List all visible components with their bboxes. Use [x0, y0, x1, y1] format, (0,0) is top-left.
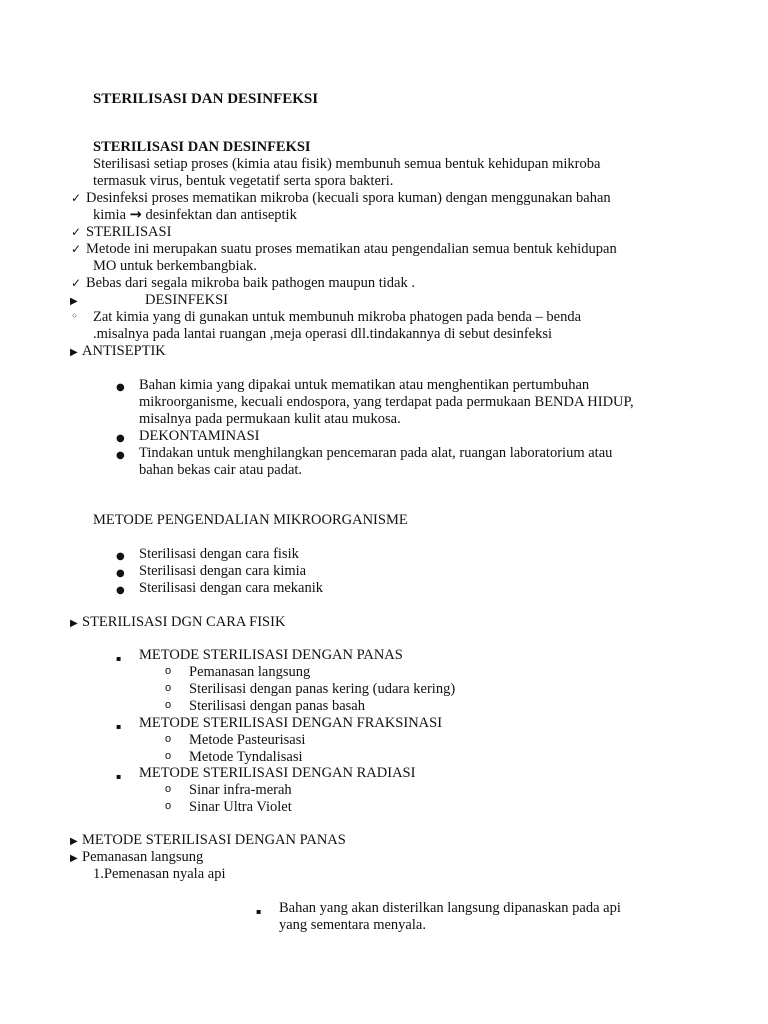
bebas-line: Bebas dari segala mikroba baik pathogen maupun tidak . — [86, 275, 415, 291]
desinfeksi-kimia: kimia — [93, 207, 127, 223]
circle-bullet-icon: o — [165, 665, 172, 677]
panas-item-1: Pemanasan langsung — [189, 664, 311, 680]
panas-item-3: Sterilisasi dengan panas basah — [189, 698, 365, 714]
radiasi-item-2: Sinar Ultra Violet — [189, 799, 292, 815]
bullet-icon: ● — [116, 450, 125, 461]
square-bullet-icon: ▪ — [116, 772, 122, 781]
fraksinasi-item-1: Metode Pasteurisasi — [189, 732, 306, 748]
page-title: STERILISASI DAN DESINFEKSI — [93, 91, 319, 107]
check-icon: ✓ — [71, 225, 82, 239]
arrow-right-icon: → — [129, 207, 142, 223]
circle-bullet-icon: o — [165, 682, 172, 694]
triangle-right-icon: ▶ — [70, 853, 78, 864]
section-heading: STERILISASI DAN DESINFEKSI — [93, 139, 311, 155]
triangle-right-icon: ▶ — [70, 296, 78, 307]
panas-item-2: Sterilisasi dengan panas kering (udara kering) — [189, 681, 456, 697]
check-icon: ✓ — [71, 242, 82, 256]
zat-line-2: .misalnya pada lantai ruangan ,meja operasi dll.tindakannya di sebut desinfeksi — [93, 326, 553, 342]
dekontaminasi-label: DEKONTAMINASI — [139, 428, 260, 444]
metode-pengendalian-heading: METODE PENGENDALIAN MIKROORGANISME — [93, 512, 408, 528]
check-icon: ✓ — [71, 276, 82, 290]
nyala-api: 1.Pemenasan nyala api — [93, 866, 226, 882]
tindakan-line-2: bahan bekas cair atau padat. — [139, 462, 303, 478]
bahan-api-line-2: yang sementara menyala. — [279, 917, 426, 933]
circle-bullet-icon: o — [165, 750, 172, 762]
zat-line-1: Zat kimia yang di gunakan untuk membunuh mikroba phatogen pada benda – benda — [93, 309, 582, 325]
sterilisasi-label: STERILISASI — [86, 224, 172, 240]
bullet-icon: ● — [116, 382, 125, 393]
bullet-icon: ● — [116, 551, 125, 562]
metode-item-kimia: Sterilisasi dengan cara kimia — [139, 563, 307, 579]
group-radiasi: METODE STERILISASI DENGAN RADIASI — [139, 765, 416, 781]
square-bullet-icon: ▪ — [116, 654, 122, 663]
small-circle-icon: ◦ — [71, 309, 79, 323]
metode-item-fisik: Sterilisasi dengan cara fisik — [139, 546, 299, 562]
pemanasan-heading: Pemanasan langsung — [82, 849, 204, 865]
check-icon: ✓ — [71, 191, 82, 205]
bahan-line-2: mikroorganisme, kecuali endospora, yang terdapat pada permukaan BENDA HIDUP, — [139, 394, 634, 410]
bahan-line-1: Bahan kimia yang dipakai untuk mematikan atau menghentikan pertumbuhan — [139, 377, 590, 393]
metode-item-mekanik: Sterilisasi dengan cara mekanik — [139, 580, 324, 596]
desinfeksi-definition-1: Desinfeksi proses mematikan mikroba (kecuali spora kuman) dengan menggunakan bahan — [86, 190, 611, 206]
tindakan-line-1: Tindakan untuk menghilangkan pencemaran pada alat, ruangan laboratorium atau — [139, 445, 613, 461]
bullet-icon: ● — [116, 568, 125, 579]
intro-line-1: Sterilisasi setiap proses (kimia atau fisik) membunuh semua bentuk kehidupan mikroba — [93, 156, 601, 172]
fraksinasi-item-2: Metode Tyndalisasi — [189, 749, 303, 765]
group-fraksinasi: METODE STERILISASI DENGAN FRAKSINASI — [139, 715, 443, 731]
intro-line-2: termasuk virus, bentuk vegetatif serta spora bakteri. — [93, 173, 394, 189]
fisik-heading: STERILISASI DGN CARA FISIK — [82, 614, 286, 630]
bahan-line-3: misalnya pada permukaan kulit atau mukosa. — [139, 411, 401, 427]
antiseptik-label: ANTISEPTIK — [82, 343, 166, 359]
desinfeksi-definition-2 — [93, 207, 297, 224]
circle-bullet-icon: o — [165, 800, 172, 812]
triangle-right-icon: ▶ — [70, 618, 78, 629]
triangle-right-icon: ▶ — [70, 836, 78, 847]
bahan-api-line-1: Bahan yang akan disterilkan langsung dipanaskan pada api — [279, 900, 621, 916]
circle-bullet-icon: o — [165, 783, 172, 795]
square-bullet-icon: ▪ — [256, 907, 262, 916]
panas-heading: METODE STERILISASI DENGAN PANAS — [82, 832, 346, 848]
radiasi-item-1: Sinar infra-merah — [189, 782, 292, 798]
square-bullet-icon: ▪ — [116, 722, 122, 731]
bullet-icon: ● — [116, 433, 125, 444]
triangle-right-icon: ▶ — [70, 347, 78, 358]
desinfeksi-label: DESINFEKSI — [145, 292, 228, 308]
circle-bullet-icon: o — [165, 699, 172, 711]
circle-bullet-icon: o — [165, 733, 172, 745]
metode-line-2: MO untuk berkembangbiak. — [93, 258, 257, 274]
metode-line-1: Metode ini merupakan suatu proses mematikan atau pengendalian semua bentuk kehidupan — [86, 241, 617, 257]
bullet-icon: ● — [116, 585, 125, 596]
group-panas: METODE STERILISASI DENGAN PANAS — [139, 647, 403, 663]
desinfeksi-target: desinfektan dan antiseptik — [145, 207, 297, 223]
